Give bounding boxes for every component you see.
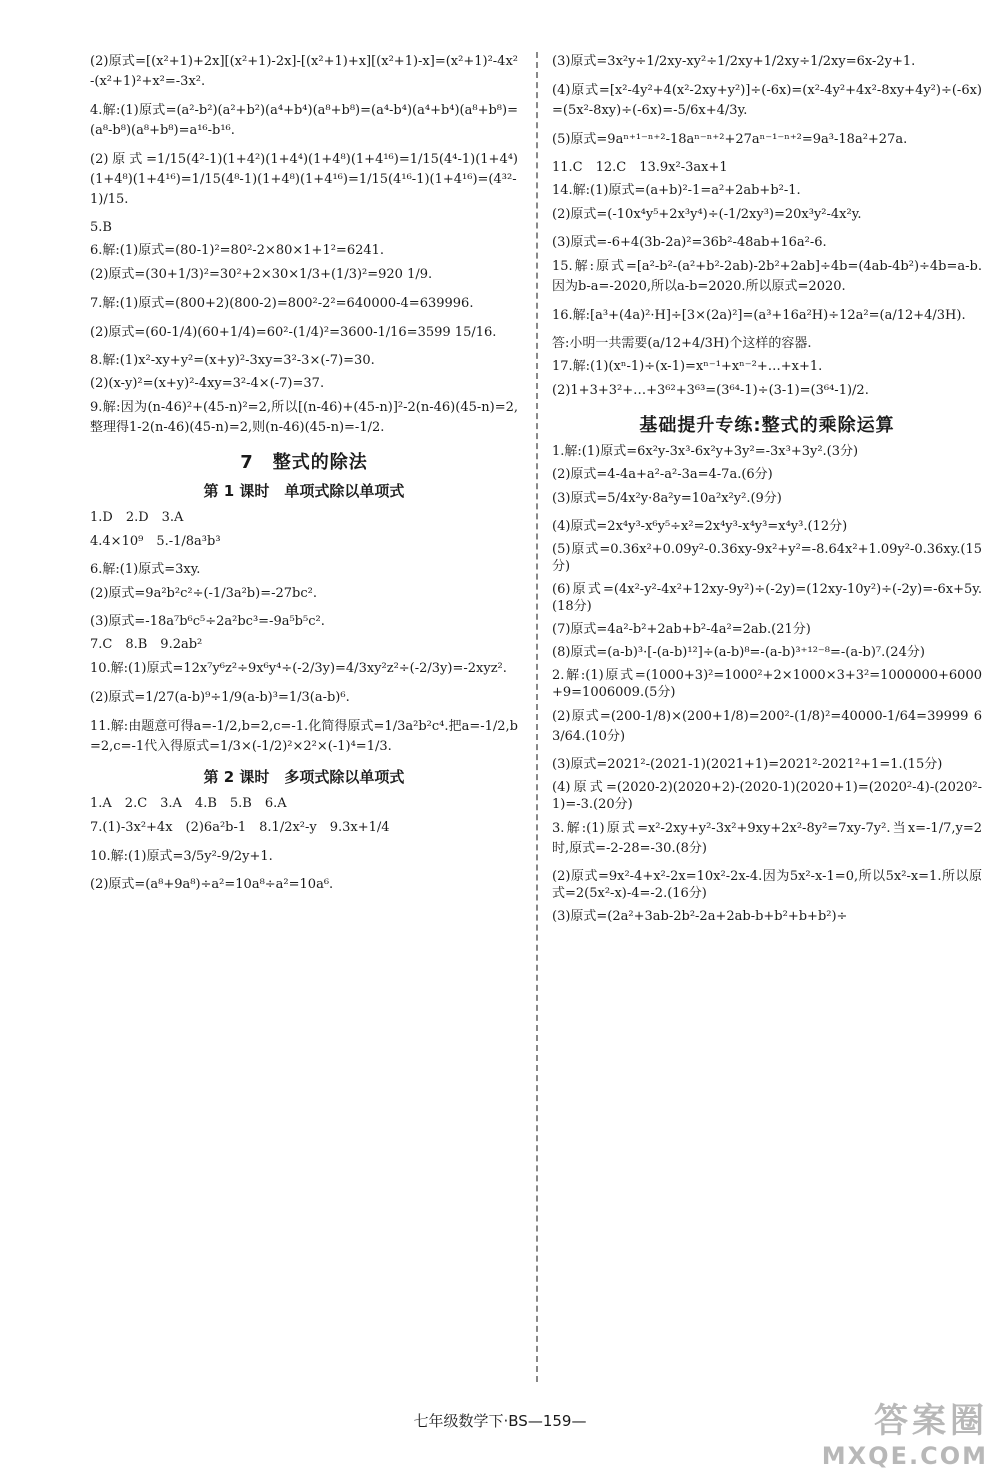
watermark-text: 答案圈	[874, 1401, 988, 1441]
section-title-practice: 基础提升专练:整式的乘除运算	[639, 415, 895, 436]
answer-line: (2)1+3+3²+…+3⁶²+3⁶³=(3⁶⁴-1)÷(3-1)=(3⁶⁴-1)/2.	[552, 383, 869, 398]
answer-line: (2)原式=(60-1/4)(60+1/4)=60²-(1/4)²=3600-1/16=3599 15/16.	[90, 325, 497, 340]
lesson-2-title: 第 2 课时 多项式除以单项式	[203, 768, 405, 786]
answer-line: (4)原式=[x²-4y²+4(x²-2xy+y²)]÷(-6x)=(x²-4y²+4x²-8xy+4y²)÷(-6x)=(5x²-8xy)÷(-6x)=-5/6x+4/3y.	[552, 83, 982, 118]
answer-line: 1.解:(1)原式=6x²y-3x³-6x²y+3y²=-3x³+3y².(3分)	[552, 444, 859, 459]
watermark-logo	[788, 1393, 988, 1470]
answer-line: 7.C 8.B 9.2ab²	[90, 637, 203, 652]
answer-line: (4)原式=2x⁴y³-x⁶y⁵÷x²=2x⁴y³-x⁴y³=x⁴y³.(12分)	[552, 519, 848, 534]
answer-line: 答:小明一共需要(a/12+4/3H)个这样的容器.	[552, 336, 812, 351]
answer-line: 11.C 12.C 13.9x²-3ax+1	[552, 160, 728, 175]
answer-line: (2)原式=1/15(4²-1)(1+4²)(1+4⁴)(1+4⁸)(1+4¹⁶)=1/15(4⁴-1)(1+4⁴)(1+4⁸)(1+4¹⁶)=1/15(4⁸-1)(1+4⁸)(1+4¹⁶)=1/15(4¹⁶-1)(1+4¹⁶)=(4³²-1)/15.	[90, 152, 518, 207]
left-top-answers	[90, 52, 518, 438]
answer-line: 6.解:(1)原式=(80-1)²=80²-2×80×1+1²=6241.	[90, 243, 385, 258]
answer-line: 9.解:因为(n-46)²+(45-n)²=2,所以[(n-46)+(45-n)]²-2(n-46)(45-n)=2,整理得1-2(n-46)(45-n)=2,则(n-46)(45-n)=-1/2.	[90, 400, 518, 435]
right-top-answers	[552, 52, 982, 401]
answer-line: (3)原式=-18a⁷b⁶c⁵÷2a²bc³=-9a⁵b⁵c².	[90, 614, 325, 629]
answer-line: 6.解:(1)原式=3xy.	[90, 562, 201, 577]
answer-line: 16.解:[a³+(4a)²·H]÷[3×(2a)²]=(a³+16a²H)÷12a²=(a/12+4/3H).	[552, 308, 966, 323]
answer-line: (2)(x-y)²=(x+y)²-4xy=3²-4×(-7)=37.	[90, 376, 325, 391]
answer-line: (2)原式=[(x²+1)+2x][(x²+1)-2x]-[(x²+1)+x][(x²+1)-x]=(x²+1)²-4x²-(x²+1)²+x²=-3x².	[90, 54, 518, 89]
answer-line: (3)原式=2021²-(2021-1)(2021+1)=2021²-2021²+1=1.(15分)	[552, 757, 943, 772]
answer-line: (2)原式=4-4a+a²-a²-3a=4-7a.(6分)	[552, 467, 773, 482]
answer-line: (3)原式=3x²y÷1/2xy-xy²÷1/2xy+1/2xy÷1/2xy=6x-2y+1.	[552, 54, 916, 69]
answer-line: 15.解:原式=[a²-b²-(a²+b²-2ab)-2b²+2ab]÷4b=(4ab-4b²)÷4b=a-b.因为b-a=-2020,所以a-b=2020.所以原式=2020.	[552, 259, 982, 294]
answer-line: 8.解:(1)x²-xy+y²=(x+y)²-3xy=3²-3×(-7)=30.	[90, 353, 375, 368]
answer-line: (5)原式=9aⁿ⁺¹⁻ⁿ⁺²-18aⁿ⁻ⁿ⁺²+27aⁿ⁻¹⁻ⁿ⁺²=9a³-18a²+27a.	[552, 132, 908, 147]
left-column	[90, 52, 518, 899]
answer-line: 1.D 2.D 3.A	[90, 510, 184, 525]
answer-line: 2.解:(1)原式=(1000+3)²=1000²+2×1000×3+3²=1000000+6000+9=1006009.(5分)	[552, 668, 982, 700]
answer-line: 10.解:(1)原式=12x⁷y⁶z²÷9x⁶y⁴÷(-2/3y)=4/3xy²z²÷(-2/3y)=-2xyz².	[90, 661, 507, 676]
answer-line: 3.解:(1)原式=x²-2xy+y²-3x²+9xy+2x²-8y²=7xy-7y².当x=-1/7,y=2时,原式=-2-28=-30.(8分)	[552, 821, 982, 856]
lesson-1-title: 第 1 课时 单项式除以单项式	[203, 482, 405, 500]
lesson-2-answers	[90, 795, 518, 893]
column-divider	[536, 52, 538, 1382]
lesson-1-answers	[90, 509, 518, 757]
answer-line: 4.解:(1)原式=(a²-b²)(a²+b²)(a⁴+b⁴)(a⁸+b⁸)=(a⁴-b⁴)(a⁴+b⁴)(a⁸+b⁸)=(a⁸-b⁸)(a⁸+b⁸)=a¹⁶-b¹⁶.	[90, 103, 518, 138]
answer-line: (6)原式=(4x²-y²-4x²+12xy-9y²)÷(-2y)=(12xy-10y²)÷(-2y)=-6x+5y.(18分)	[552, 582, 982, 614]
answer-line: (2)原式=9a²b²c²÷(-1/3a²b)=-27bc².	[90, 586, 317, 601]
watermark-url: MXQE.COM	[821, 1442, 988, 1470]
page-footer: 七年级数学下·BS—159—	[413, 1412, 587, 1430]
answer-line: (2)原式=(a⁸+9a⁸)÷a²=10a⁸÷a²=10a⁶.	[90, 877, 334, 892]
answer-line: (5)原式=0.36x²+0.09y²-0.36xy-9x²+y²=-8.64x²+1.09y²-0.36xy.(15分)	[552, 542, 982, 574]
section-title-division: 7 整式的除法	[240, 452, 368, 473]
answer-line: (3)原式=(2a²+3ab-2b²-2a+2ab-b+b²+b+b²)÷	[552, 909, 848, 924]
answer-line: (7)原式=4a²-b²+2ab+b²-4a²=2ab.(21分)	[552, 622, 811, 637]
answer-line: 14.解:(1)原式=(a+b)²-1=a²+2ab+b²-1.	[552, 183, 801, 198]
answer-line: 7.解:(1)原式=(800+2)(800-2)=800²-2²=640000-4=639996.	[90, 296, 474, 311]
answer-line: (4)原式=(2020-2)(2020+2)-(2020-1)(2020+1)=(2020²-4)-(2020²-1)=-3.(20分)	[552, 780, 982, 812]
answer-line: (2)原式=(200-1/8)×(200+1/8)=200²-(1/8)²=40000-1/64=39999 63/64.(10分)	[552, 709, 982, 744]
answer-line: (2)原式=(30+1/3)²=30²+2×30×1/3+(1/3)²=920 1/9.	[90, 267, 433, 282]
answer-line: (8)原式=(a-b)³·[-(a-b)¹²]÷(a-b)⁸=-(a-b)³⁺¹²⁻⁸=-(a-b)⁷.(24分)	[552, 645, 925, 660]
answer-line: 7.(1)-3x²+4x (2)6a²b-1 8.1/2x²-y 9.3x+1/4	[90, 820, 390, 835]
answer-line: 1.A 2.C 3.A 4.B 5.B 6.A	[90, 796, 287, 811]
answer-line: (2)原式=1/27(a-b)⁹÷1/9(a-b)³=1/3(a-b)⁶.	[90, 690, 350, 705]
answer-line: 17.解:(1)(xⁿ-1)÷(x-1)=xⁿ⁻¹+xⁿ⁻²+…+x+1.	[552, 359, 823, 374]
answer-line: 11.解:由题意可得a=-1/2,b=2,c=-1.化简得原式=1/3a²b²c⁴.把a=-1/2,b=2,c=-1代入得原式=1/3×(-1/2)²×2²×(-1)⁴=1/3.	[90, 719, 518, 754]
answer-line: 4.4×10⁹ 5.-1/8a³b³	[90, 534, 221, 549]
answer-line: (3)原式=-6+4(3b-2a)²=36b²-48ab+16a²-6.	[552, 235, 827, 250]
answer-line: (3)原式=5/4x²y·8a²y=10a²x²y².(9分)	[552, 491, 782, 506]
answer-line: (2)原式=(-10x⁴y⁵+2x³y⁴)÷(-1/2xy³)=20x³y²-4x²y.	[552, 207, 862, 222]
answer-line: 10.解:(1)原式=3/5y²-9/2y+1.	[90, 849, 273, 864]
right-column	[552, 52, 982, 931]
answer-line: (2)原式=9x²-4+x²-2x=10x²-2x-4.因为5x²-x-1=0,所以5x²-x=1.所以原式=2(5x²-x)-4=-2.(16分)	[552, 869, 982, 901]
answer-line: 5.B	[90, 220, 112, 235]
practice-answers	[552, 443, 982, 925]
